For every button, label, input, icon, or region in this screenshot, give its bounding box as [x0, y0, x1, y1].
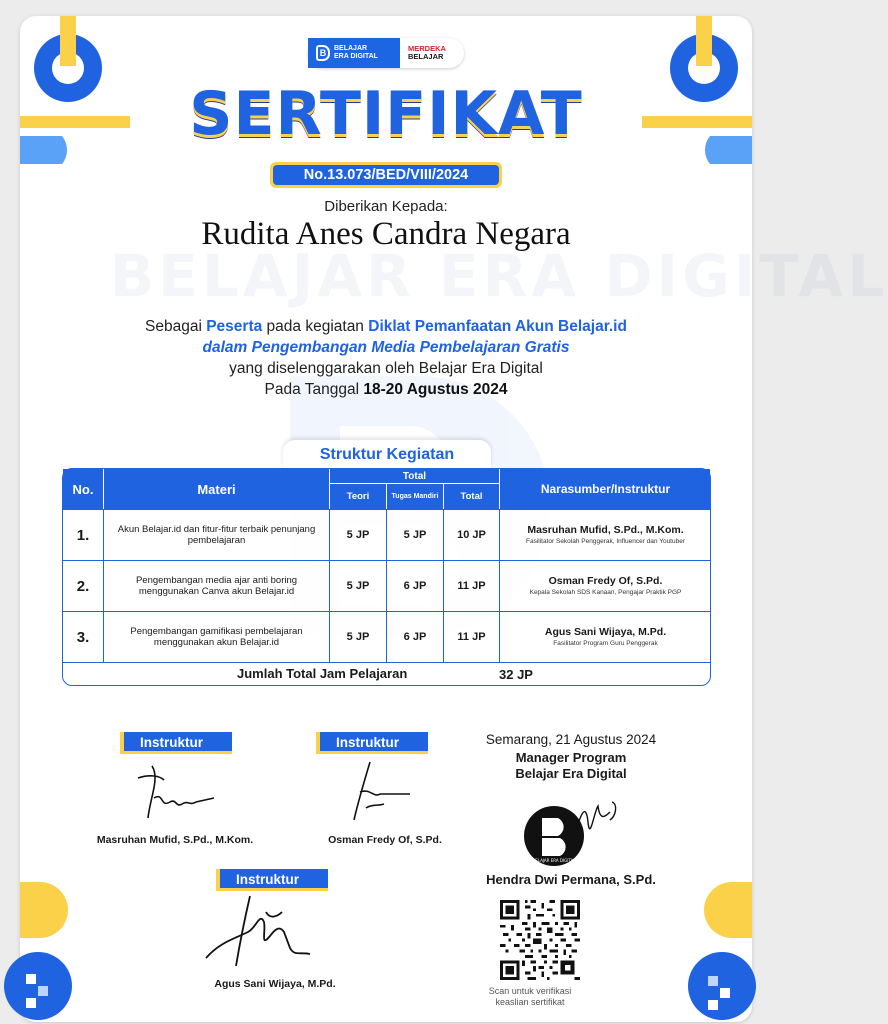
narasumber-name: Osman Fredy Of, S.Pd. — [548, 575, 663, 587]
official-stamp — [520, 792, 630, 872]
bed-logo-icon: B — [316, 45, 330, 61]
narasumber-name: Masruhan Mufid, S.Pd., M.Kom. — [527, 524, 684, 536]
row-no: 3. — [76, 628, 90, 646]
manager-name: Hendra Dwi Permana, S.Pd. — [486, 872, 656, 887]
logo-mb-line1: MERDEKA — [408, 44, 446, 53]
merdeka-belajar-logo — [400, 45, 464, 61]
row-materi: Akun Belajar.id dan fitur-fitur terbaik penunjang pembelajaran — [103, 510, 329, 560]
total-hours-label: Jumlah Total Jam Pelajaran — [237, 666, 408, 681]
table-row — [63, 509, 710, 560]
narasumber-role: Kepala Sekolah SDS Kanaan, Pengajar Praktik PGP — [529, 589, 682, 596]
desc-date-label: Pada Tanggal — [264, 381, 364, 398]
activity-table — [62, 468, 711, 686]
logo-bed-line2: ERA DIGITAL — [334, 53, 378, 60]
header-tugas-mandiri: Tugas Mandiri — [386, 484, 443, 509]
watermark-text: BELAJAR ERA DIGITAL — [110, 242, 888, 310]
total-hours-row — [63, 662, 710, 687]
row-total: 11 JP — [443, 612, 499, 662]
corner-decoration-bottom-right — [662, 882, 752, 1022]
corner-decoration-bottom-left — [20, 882, 110, 1022]
table-row — [63, 560, 710, 611]
narasumber-role: Fasilitator Program Guru Penggerak — [553, 640, 658, 647]
row-tugas: 6 JP — [386, 612, 443, 662]
scan-line1: Scan untuk verifikasi — [488, 986, 572, 996]
narasumber-role: Fasilitator Sekolah Penggerak, Influencer dan Youtuber — [526, 538, 685, 545]
row-materi: Pengembangan gamifikasi pembelajaran menggunakan akun Belajar.id — [103, 612, 329, 662]
header-total: Total — [443, 484, 499, 509]
certificate-title: SERTIFIKAT — [189, 79, 583, 149]
manager-title — [466, 750, 676, 782]
belajar-era-digital-logo — [308, 38, 400, 68]
header-no: No. — [72, 481, 94, 497]
total-hours-value: 32 JP — [499, 667, 533, 682]
desc-event-line2: dalam Pengembangan Media Pembelajaran Gratis — [202, 339, 570, 356]
recipient-name: Rudita Anes Candra Negara — [201, 216, 571, 252]
certificate-number-badge — [270, 162, 502, 188]
logo-mb-line2: BELAJAR — [408, 52, 444, 61]
desc-organizer: yang diselenggarakan oleh Belajar Era Digital — [229, 360, 543, 377]
logo-bed-line1: BELAJAR — [334, 45, 368, 52]
signature-agus — [200, 892, 320, 972]
instructor-tag: Instruktur — [124, 732, 232, 754]
row-narasumber — [499, 561, 711, 611]
signature-masruhan — [130, 758, 220, 828]
row-tugas: 5 JP — [386, 510, 443, 560]
desc-date: 18-20 Agustus 2024 — [363, 381, 508, 398]
place-and-date: Semarang, 21 Agustus 2024 — [485, 732, 657, 747]
desc-role: Peserta — [206, 318, 263, 335]
partner-logos — [308, 38, 464, 68]
desc-event: Diklat Pemanfaatan Akun Belajar.id — [368, 318, 627, 335]
signatory-1-name: Masruhan Mufid, S.Pd., M.Kom. — [96, 834, 254, 846]
certificate-page — [20, 16, 888, 1022]
instructor-tag: Instruktur — [220, 869, 328, 891]
row-teori: 5 JP — [329, 612, 386, 662]
stamp-text: BELAJAR ERA DIGITAL — [532, 858, 576, 863]
row-total: 11 JP — [443, 561, 499, 611]
signature-osman — [340, 758, 420, 828]
row-narasumber — [499, 612, 711, 662]
desc-l1-b: pada kegiatan — [262, 318, 369, 335]
certificate-description — [60, 316, 712, 400]
header-total-group: Total — [329, 469, 499, 484]
table-header — [63, 469, 710, 509]
row-no: 2. — [76, 577, 90, 595]
scan-instruction — [470, 986, 590, 1008]
desc-l1-a: Sebagai — [145, 318, 207, 335]
instructor-tag: Instruktur — [320, 732, 428, 754]
row-materi: Pengembangan media ajar anti boring menggunakan Canva akun Belajar.id — [103, 561, 329, 611]
row-total: 10 JP — [443, 510, 499, 560]
manager-title-line2: Belajar Era Digital — [515, 766, 627, 781]
signatory-3-name: Agus Sani Wijaya, M.Pd. — [214, 978, 336, 990]
table-row — [63, 611, 710, 662]
narasumber-name: Agus Sani Wijaya, M.Pd. — [544, 626, 667, 638]
signatory-2-name: Osman Fredy Of, S.Pd. — [328, 834, 442, 846]
scan-line2: keaslian sertifikat — [495, 997, 565, 1007]
row-tugas: 6 JP — [386, 561, 443, 611]
row-narasumber — [499, 510, 711, 560]
row-teori: 5 JP — [329, 510, 386, 560]
verification-qr-code[interactable] — [500, 900, 580, 980]
row-no: 1. — [76, 526, 90, 544]
given-to-label: Diberikan Kepada: — [324, 198, 448, 215]
activity-structure-title: Struktur Kegiatan — [283, 440, 491, 468]
row-teori: 5 JP — [329, 561, 386, 611]
manager-title-line1: Manager Program — [515, 750, 627, 765]
certificate-number: No.13.073/BED/VIII/2024 — [273, 165, 499, 185]
header-teori: Teori — [329, 484, 386, 509]
header-narasumber: Narasumber/Instruktur — [499, 469, 711, 509]
header-materi: Materi — [103, 469, 329, 509]
